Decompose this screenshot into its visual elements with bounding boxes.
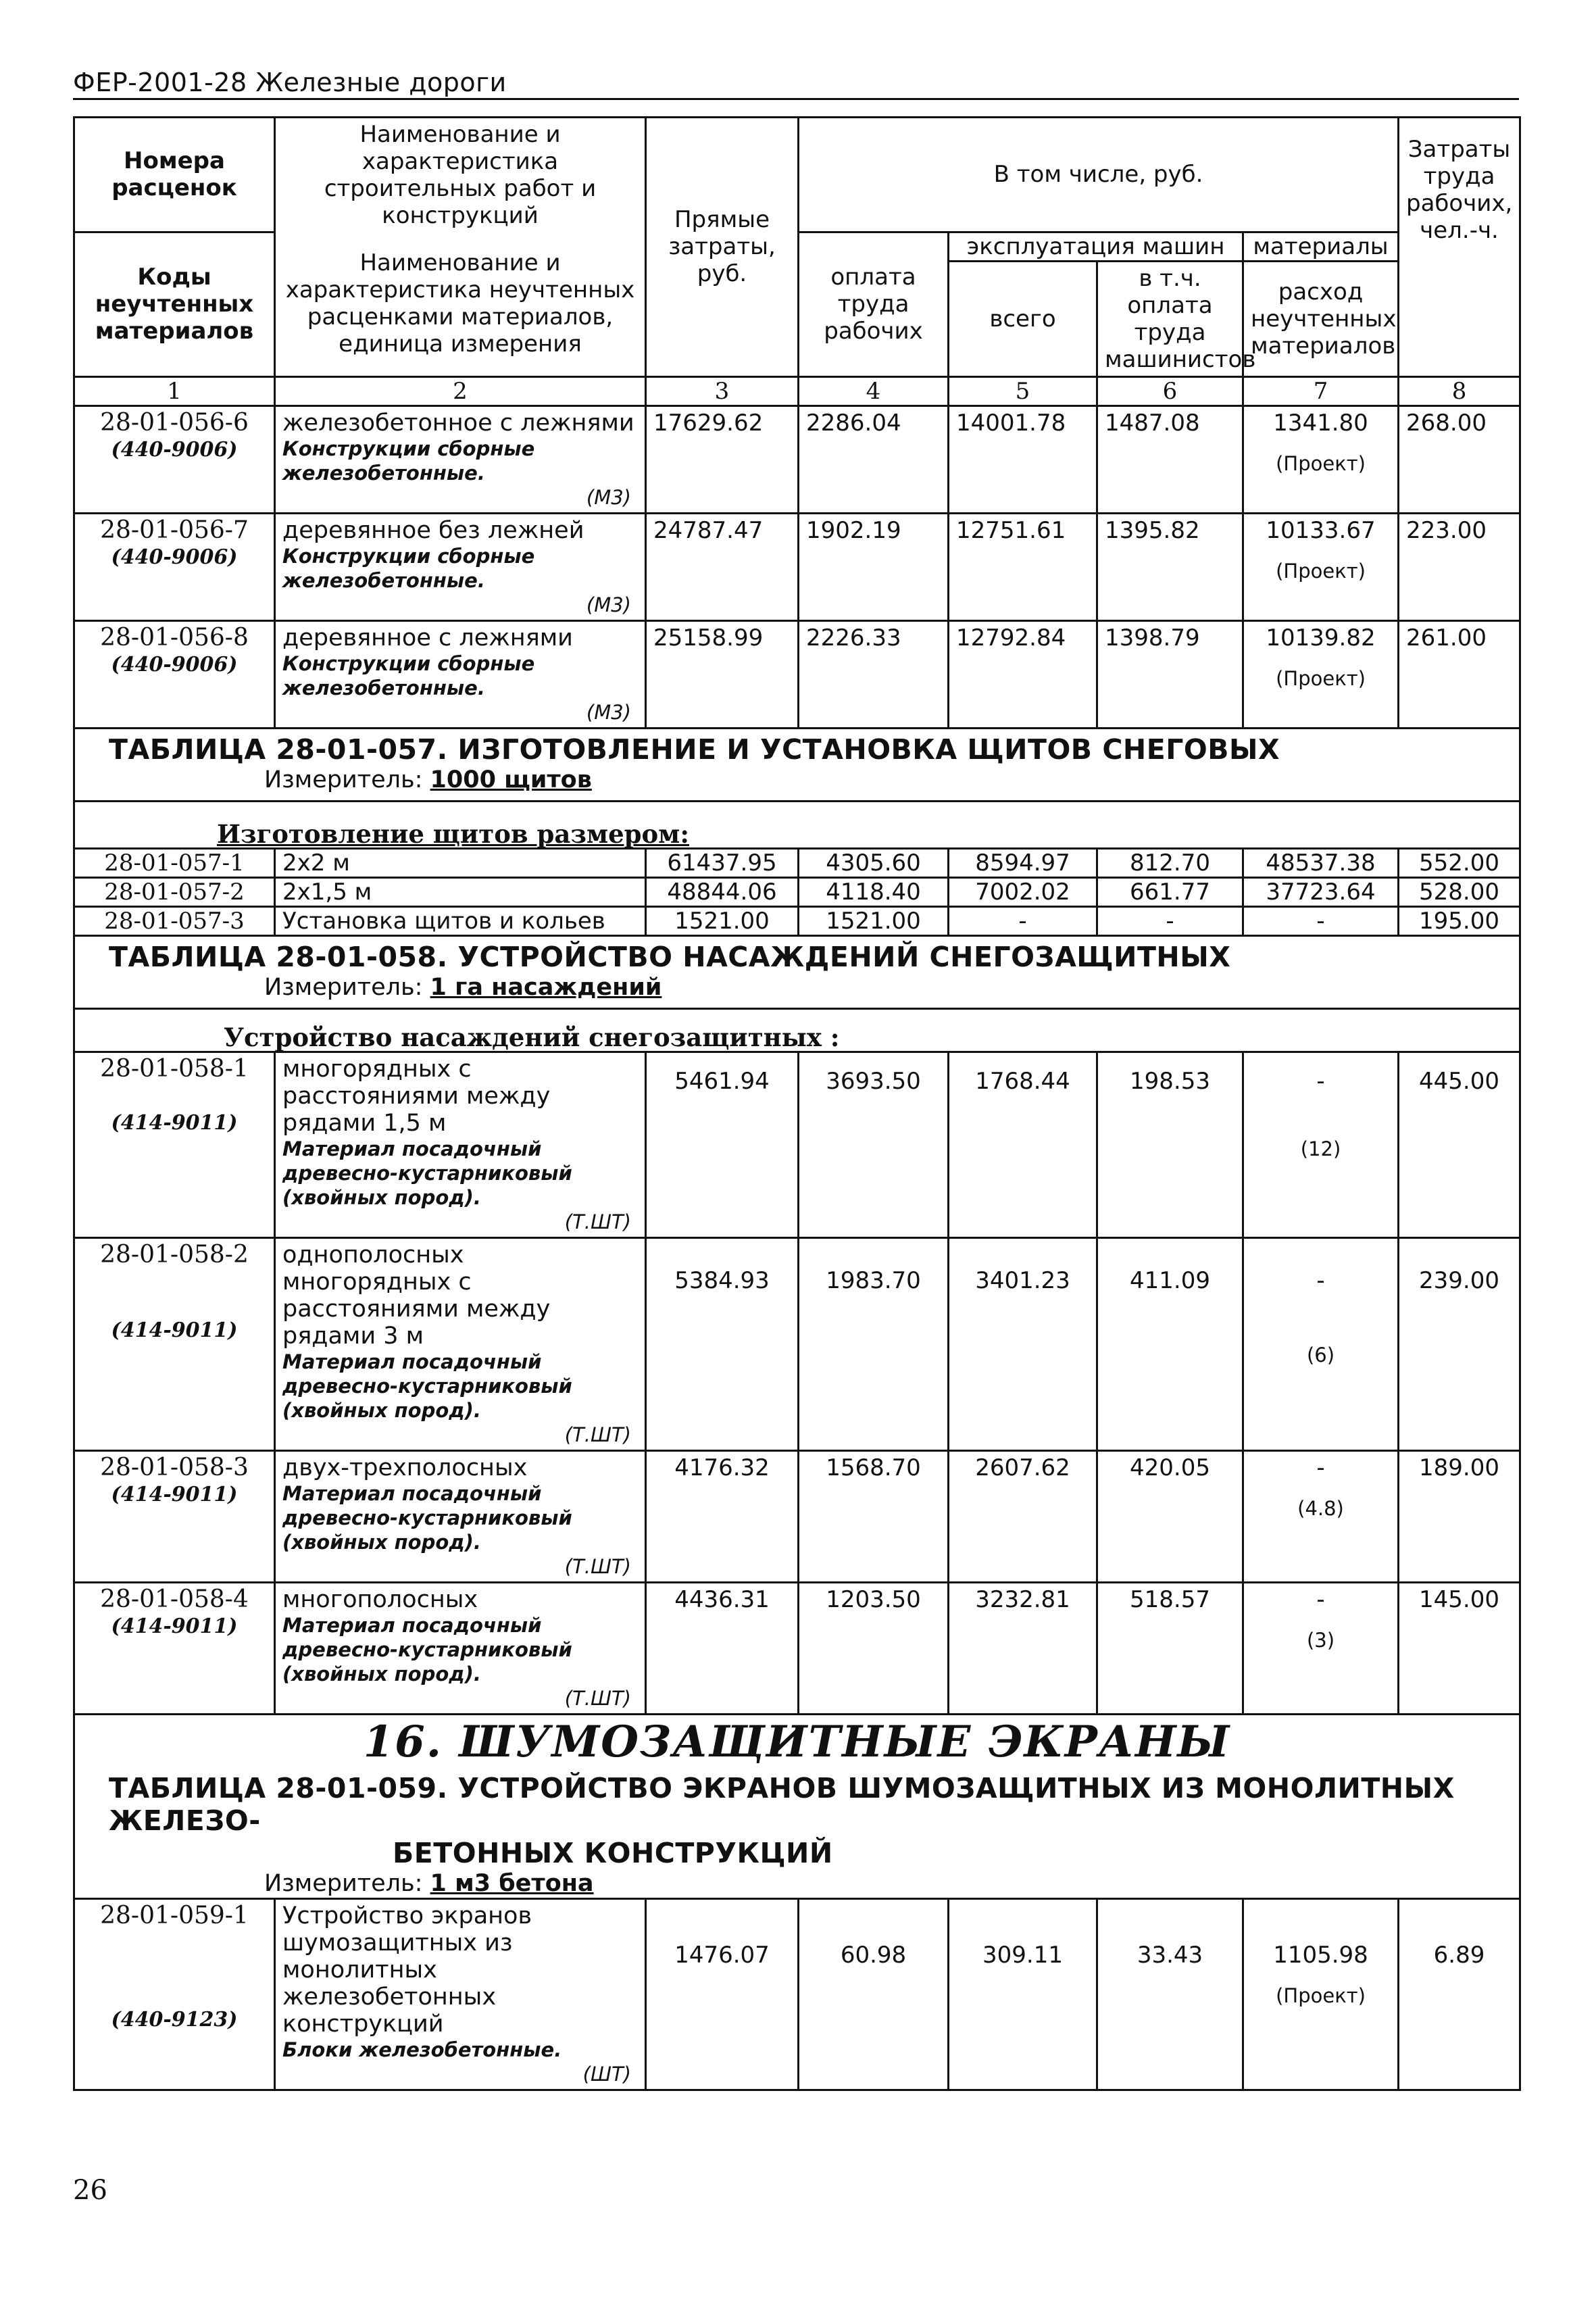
rate-code: 28-01-056-7 xyxy=(100,516,249,544)
col-num-3: 3 xyxy=(646,376,799,405)
materials-cost: 1105.98 xyxy=(1273,1941,1368,1969)
machines-total: 12751.61 xyxy=(949,513,1097,620)
materials-note: (Проект) xyxy=(1276,1984,1366,2007)
work-name: деревянное без лежней xyxy=(282,516,584,544)
material-code: (440-9006) xyxy=(111,437,238,462)
rate-code: 28-01-058-3 xyxy=(100,1453,249,1481)
work-name: двух-трехполосных xyxy=(282,1454,528,1481)
labor-hours: 268.00 xyxy=(1399,405,1520,513)
machinists-pay: 518.57 xyxy=(1097,1582,1243,1714)
materials-cost: 37723.64 xyxy=(1243,877,1399,906)
incl-header: В том числе, руб. xyxy=(799,118,1399,232)
labor-hours: 6.89 xyxy=(1399,1898,1520,2090)
col-num-8: 8 xyxy=(1399,376,1520,405)
labor-cost: 2226.33 xyxy=(799,620,949,728)
labor-hours: 223.00 xyxy=(1399,513,1520,620)
machines-total: 2607.62 xyxy=(949,1450,1097,1582)
col-num-2: 2 xyxy=(275,376,646,405)
materials-note: (12) xyxy=(1300,1137,1341,1160)
table-057-subsection: Изготовление щитов размером: xyxy=(217,818,689,849)
materials-cost: 10133.67 xyxy=(1266,516,1376,544)
rate-code: 28-01-057-2 xyxy=(74,877,275,906)
table-row xyxy=(74,1450,1520,1582)
col2-header-bottom: Наименование и характеристика неучтенных расценками материалов, единица измерения xyxy=(275,232,646,376)
material-code: (414-9011) xyxy=(111,1614,238,1638)
table-row xyxy=(74,1898,1520,2090)
materials-cost: - xyxy=(1316,1585,1325,1613)
meter-label: Измеритель: xyxy=(264,973,423,1001)
material-code: (440-9006) xyxy=(111,652,238,676)
table-058-title: ТАБЛИЦА 28-01-058. УСТРОЙСТВО НАСАЖДЕНИЙ СНЕГОЗАЩИТНЫХ xyxy=(109,940,1231,973)
col8-header-cont xyxy=(1399,261,1520,376)
table-row xyxy=(74,848,1520,877)
machines-header: эксплуатация машин xyxy=(949,232,1243,261)
meter-label: Измеритель: xyxy=(264,1869,423,1897)
rate-code: 28-01-057-3 xyxy=(74,906,275,935)
machines-total: 1768.44 xyxy=(949,1052,1097,1237)
machines-total: 309.11 xyxy=(949,1898,1097,2090)
labor-hours: 195.00 xyxy=(1399,906,1520,935)
materials-note: (Проект) xyxy=(1276,451,1366,475)
materials-cost: 48537.38 xyxy=(1243,848,1399,877)
col2-header-top: Наименование и характеристика строительных работ и конструкций xyxy=(275,118,646,232)
col6-header: в т.ч. оплата труда машинистов xyxy=(1097,261,1243,376)
unit: (Т.ШТ) xyxy=(564,1423,631,1446)
machinists-pay: 661.77 xyxy=(1097,877,1243,906)
material-name: Конструкции сборные железобетонные. xyxy=(282,437,535,485)
material-name: Материал посадочный древесно-кустарниковый (хвойных пород). xyxy=(282,1137,572,1209)
machinists-pay: 812.70 xyxy=(1097,848,1243,877)
unit: (Т.ШТ) xyxy=(564,1210,631,1233)
labor-cost: 1203.50 xyxy=(799,1582,949,1714)
col4-header: оплата труда рабочих xyxy=(799,232,949,376)
unit: (Т.ШТ) xyxy=(564,1686,631,1710)
materials-cost: 10139.82 xyxy=(1266,624,1376,651)
materials-cost: - xyxy=(1316,1454,1325,1481)
machines-total: - xyxy=(949,906,1097,935)
table-row xyxy=(74,1052,1520,1237)
work-name: многополосных xyxy=(282,1585,478,1613)
labor-cost: 1902.19 xyxy=(799,513,949,620)
direct-cost: 61437.95 xyxy=(646,848,799,877)
labor-hours: 145.00 xyxy=(1399,1582,1520,1714)
machinists-pay: 33.43 xyxy=(1097,1898,1243,2090)
material-name: Конструкции сборные железобетонные. xyxy=(282,651,535,699)
labor-cost: 1983.70 xyxy=(799,1237,949,1450)
machinists-pay: 411.09 xyxy=(1097,1237,1243,1450)
material-code: (414-9011) xyxy=(111,1318,238,1342)
machinists-pay: 1487.08 xyxy=(1097,405,1243,513)
col5-header: всего xyxy=(949,261,1097,376)
labor-hours: 239.00 xyxy=(1399,1237,1520,1450)
direct-cost: 4436.31 xyxy=(646,1582,799,1714)
col-num-6: 6 xyxy=(1097,376,1243,405)
materials-note: (Проект) xyxy=(1276,666,1366,690)
table-059-title-cont: БЕТОННЫХ КОНСТРУКЦИЙ xyxy=(393,1836,833,1869)
machines-total: 3232.81 xyxy=(949,1582,1097,1714)
table-row xyxy=(74,513,1520,620)
work-name: 2х1,5 м xyxy=(275,877,646,906)
materials-cost: - xyxy=(1316,1266,1325,1294)
labor-hours: 189.00 xyxy=(1399,1450,1520,1582)
work-name: Устройство экранов шумозащитных из монолитных железобетонных конструкций xyxy=(282,1902,532,2038)
meter-label: Измеритель: xyxy=(264,766,423,793)
work-name: многорядных с расстояниями между рядами 1,5 м xyxy=(282,1055,551,1137)
machines-total: 3401.23 xyxy=(949,1237,1097,1450)
rate-code: 28-01-058-2 xyxy=(100,1240,249,1269)
labor-cost: 1521.00 xyxy=(799,906,949,935)
materials-note: (4.8) xyxy=(1297,1496,1344,1520)
labor-hours: 261.00 xyxy=(1399,620,1520,728)
col7-header: расход неучтенных материалов xyxy=(1243,261,1399,376)
material-name: Материал посадочный древесно-кустарниковый (хвойных пород). xyxy=(282,1350,572,1422)
section-heading: 16. ШУМОЗАЩИТНЫЕ ЭКРАНЫ xyxy=(363,1716,1231,1767)
running-title: ФЕР-2001-28 Железные дороги xyxy=(73,68,507,97)
table-row xyxy=(74,1582,1520,1714)
table-059-meter xyxy=(109,1869,1485,1898)
labor-hours: 445.00 xyxy=(1399,1052,1520,1237)
table-row xyxy=(74,1237,1520,1450)
table-row xyxy=(74,877,1520,906)
direct-cost: 5384.93 xyxy=(646,1237,799,1450)
machinists-pay: 198.53 xyxy=(1097,1052,1243,1237)
col-num-1: 1 xyxy=(74,376,275,405)
table-059-title: ТАБЛИЦА 28-01-059. УСТРОЙСТВО ЭКРАНОВ ШУМОЗАЩИТНЫХ ИЗ МОНОЛИТНЫХ ЖЕЛЕЗО- xyxy=(109,1771,1455,1837)
col8-header: Затраты труда рабочих, чел.-ч. xyxy=(1399,118,1520,262)
unit: (М3) xyxy=(586,593,631,616)
materials-note: (6) xyxy=(1306,1343,1335,1367)
machinists-pay: - xyxy=(1097,906,1243,935)
column-number-row xyxy=(74,376,1520,405)
material-code: (440-9123) xyxy=(111,2007,238,2032)
material-name: Материал посадочный древесно-кустарниковый (хвойных пород). xyxy=(282,1481,572,1554)
direct-cost: 1476.07 xyxy=(646,1898,799,2090)
meter-value: 1 га насаждений xyxy=(430,973,662,1001)
rate-code: 28-01-056-6 xyxy=(100,408,249,437)
table-058-subsection: Устройство насаждений снегозащитных : xyxy=(224,1022,840,1052)
direct-cost: 24787.47 xyxy=(646,513,799,620)
material-name: Материал посадочный древесно-кустарниковый (хвойных пород). xyxy=(282,1613,572,1685)
header-rule xyxy=(73,98,1519,100)
direct-cost: 48844.06 xyxy=(646,877,799,906)
rate-code: 28-01-059-1 xyxy=(100,1901,249,1929)
direct-cost: 1521.00 xyxy=(646,906,799,935)
meter-value: 1000 щитов xyxy=(430,766,592,793)
rate-code: 28-01-058-4 xyxy=(100,1585,249,1613)
work-name: однополосных многорядных с расстояниями между рядами 3 м xyxy=(282,1241,551,1350)
labor-cost: 4118.40 xyxy=(799,877,949,906)
material-name: Конструкции сборные железобетонные. xyxy=(282,544,535,592)
labor-cost: 60.98 xyxy=(799,1898,949,2090)
machines-total: 14001.78 xyxy=(949,405,1097,513)
table-row xyxy=(74,906,1520,935)
material-code: (414-9011) xyxy=(111,1482,238,1506)
table-058-meter xyxy=(109,973,1485,1002)
unit: (М3) xyxy=(586,485,631,509)
direct-cost: 17629.62 xyxy=(646,405,799,513)
table-057-meter xyxy=(109,766,1485,794)
work-name: 2х2 м xyxy=(275,848,646,877)
machinists-pay: 1398.79 xyxy=(1097,620,1243,728)
direct-cost: 5461.94 xyxy=(646,1052,799,1237)
material-code: (440-9006) xyxy=(111,545,238,569)
table-row xyxy=(74,620,1520,728)
work-name: деревянное с лежнями xyxy=(282,624,573,651)
work-name: Установка щитов и кольев xyxy=(275,906,646,935)
materials-header: материалы xyxy=(1243,232,1399,261)
materials-cost: 1341.80 xyxy=(1273,409,1368,437)
unit: (М3) xyxy=(586,700,631,724)
rate-code: 28-01-058-1 xyxy=(100,1054,249,1083)
machines-total: 12792.84 xyxy=(949,620,1097,728)
labor-cost: 3693.50 xyxy=(799,1052,949,1237)
materials-note: (3) xyxy=(1306,1628,1335,1652)
labor-hours: 528.00 xyxy=(1399,877,1520,906)
meter-value: 1 м3 бетона xyxy=(430,1869,594,1897)
materials-cost: - xyxy=(1316,1067,1325,1095)
work-name: железобетонное с лежнями xyxy=(282,409,634,437)
col1-header-bottom: Коды неучтенных материалов xyxy=(74,232,275,376)
machines-total: 7002.02 xyxy=(949,877,1097,906)
col-num-5: 5 xyxy=(949,376,1097,405)
col3-header: Прямые затраты, руб. xyxy=(646,118,799,377)
labor-cost: 1568.70 xyxy=(799,1450,949,1582)
labor-hours: 552.00 xyxy=(1399,848,1520,877)
table-row xyxy=(74,405,1520,513)
direct-cost: 25158.99 xyxy=(646,620,799,728)
page-number: 26 xyxy=(73,2175,107,2206)
machines-total: 8594.97 xyxy=(949,848,1097,877)
materials-note: (Проект) xyxy=(1276,559,1366,583)
table-057-title: ТАБЛИЦА 28-01-057. ИЗГОТОВЛЕНИЕ И УСТАНОВКА ЩИТОВ СНЕГОВЫХ xyxy=(109,733,1280,766)
material-name: Блоки железобетонные. xyxy=(282,2038,562,2061)
col-num-4: 4 xyxy=(799,376,949,405)
unit: (ШТ) xyxy=(582,2062,631,2086)
col1-header-top: Номера расценок xyxy=(74,118,275,232)
rate-code: 28-01-057-1 xyxy=(74,848,275,877)
labor-cost: 4305.60 xyxy=(799,848,949,877)
unit: (Т.ШТ) xyxy=(564,1554,631,1578)
machinists-pay: 1395.82 xyxy=(1097,513,1243,620)
direct-cost: 4176.32 xyxy=(646,1450,799,1582)
machinists-pay: 420.05 xyxy=(1097,1450,1243,1582)
col-num-7: 7 xyxy=(1243,376,1399,405)
labor-cost: 2286.04 xyxy=(799,405,949,513)
rate-code: 28-01-056-8 xyxy=(100,623,249,651)
materials-cost: - xyxy=(1243,906,1399,935)
material-code: (414-9011) xyxy=(111,1110,238,1135)
price-table xyxy=(73,116,1521,2091)
